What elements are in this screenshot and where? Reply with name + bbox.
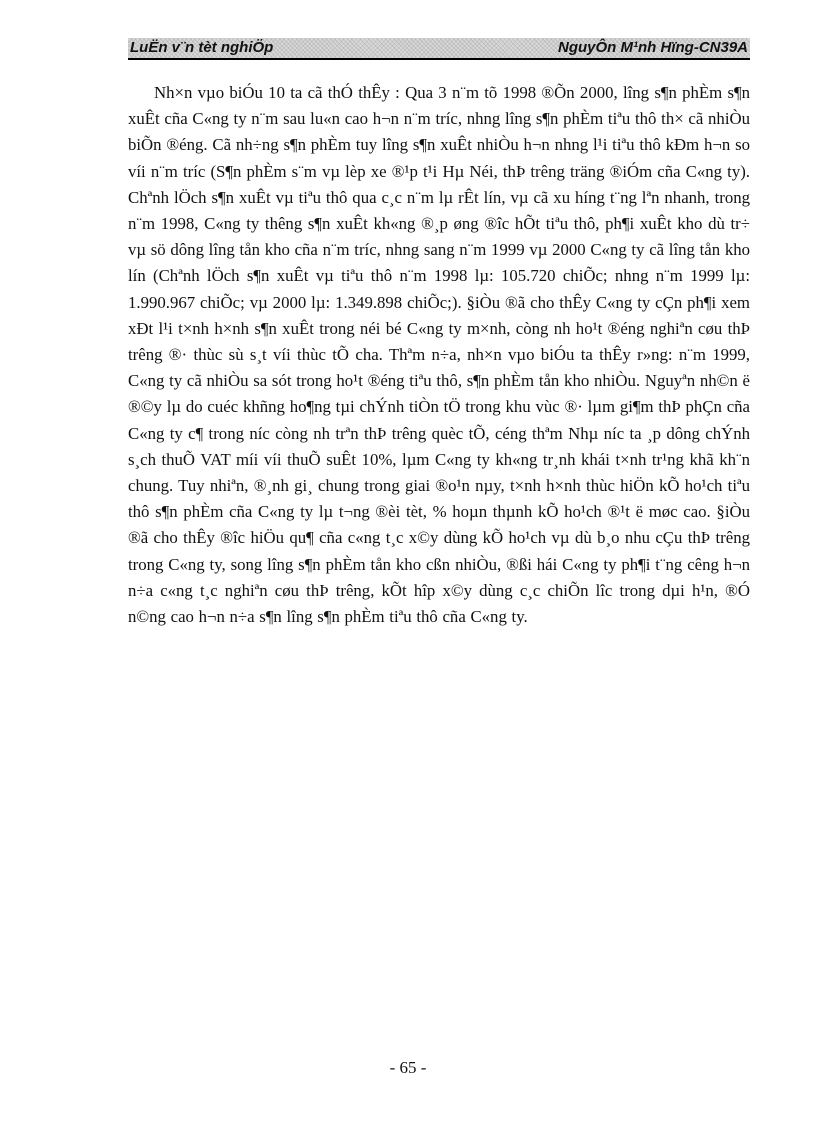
- main-content: [128, 80, 750, 630]
- body-paragraph: Nh×n vµo biÓu 10 ta cã thÓ thÊy : Qua 3 n¨m tõ 1998 ®Õn 2000, lîng s¶n phÈm s¶n xuÊt cña C«ng ty n¨m sau lu«n cao h¬n n¨m tríc, nhng lîng s¶n phÈm tiªu thô th× cã nhiÒu biÕn ®éng. Cã nh÷ng s¶n phÈm tuy lîng s¶n xuÊt nhiÒu h¬n nhng l¹i tiªu thô kÐm h¬n so víi n¨m tríc (S¶n phÈm s¨m vµ lèp xe ®¹p t¹i Hµ Néi, thÞ trêng träng ®iÓm cña C«ng ty). Chªnh lÖch s¶n xuÊt vµ tiªu thô qua c¸c n¨m lµ rÊt lín, vµ cã xu híng t¨ng lªn nhanh, trong n¨m 1998, C«ng ty thêng s¶n xuÊt kh«ng ®¸p øng ®îc hÕt tiªu thô, ph¶i xuÊt kho dù tr÷ vµ sö dông lîng tån kho cña n¨m tríc, nhng sang n¨m 1999 vµ 2000 C«ng ty cã lîng tån kho lín (Chªnh lÖch s¶n xuÊt vµ tiªu thô n¨m 1998 lµ: 105.720 chiÕc; nhng n¨m 1999 lµ: 1.990.967 chiÕc; vµ 2000 lµ: 1.349.898 chiÕc;). §iÒu ®ã cho thÊy C«ng ty cÇn ph¶i xem xÐt l¹i t×nh h×nh s¶n xuÊt trong néi bé C«ng ty m×nh, còng nh ho¹t ®éng nghiªn cøu thÞ trêng ®· thùc sù s¸t víi thùc tÕ cha. Thªm n÷a, nh×n vµo biÓu ta thÊy r»ng: n¨m 1999, C«ng ty cã nhiÒu sa sót trong ho¹t ®éng tiªu thô, s¶n phÈm tån kho nhiÒu. Nguyªn nh©n ë ®©y lµ do cuéc khñng ho¶ng tµi chÝnh tiÒn tÖ trong khu vùc ®· lµm gi¶m thÞ phÇn cña C«ng ty c¶ trong níc còng nh trªn thÞ trêng quèc tÕ, céng thªm Nhµ níc ta ¸p dông chÝnh s¸ch thuÕ VAT míi víi thuÕ suÊt 10%, lµm C«ng ty kh«ng tr¸nh khái t×nh tr¹ng khã kh¨n chung. Tuy nhiªn, ®¸nh gi¸ chung trong giai ®o¹n nµy, t×nh h×nh thùc hiÖn kÕ ho¹ch tiªu thô s¶n phÈm cña C«ng ty lµ t¬ng ®èi tèt, % hoµn thµnh kÕ ho¹ch ®¹t ë møc cao. §iÒu ®ã cho thÊy ®îc hiÖu qu¶ cña c«ng t¸c x©y dùng kÕ ho¹ch vµ dù b¸o nhu cÇu thÞ trêng trong C«ng ty, song lîng s¶n phÈm tån kho cßn nhiÒu, ®ßi hái C«ng ty ph¶i t¨ng cêng h¬n n÷a c«ng t¸c nghiªn cøu thÞ trêng, kÕt hîp x©y dùng c¸c chiÕn lîc trong dµi h¹n, ®Ó n©ng cao h¬n n÷a s¶n lîng s¶n phÈm tiªu thô cña C«ng ty.: [128, 83, 750, 627]
- page-number: - 65 -: [389, 1058, 427, 1077]
- page-header: [128, 38, 750, 60]
- header-author: NguyÔn M¹nh Hïng-CN39A: [558, 39, 748, 56]
- header-thesis-title: LuËn v¨n tèt nghiÖp: [130, 39, 274, 56]
